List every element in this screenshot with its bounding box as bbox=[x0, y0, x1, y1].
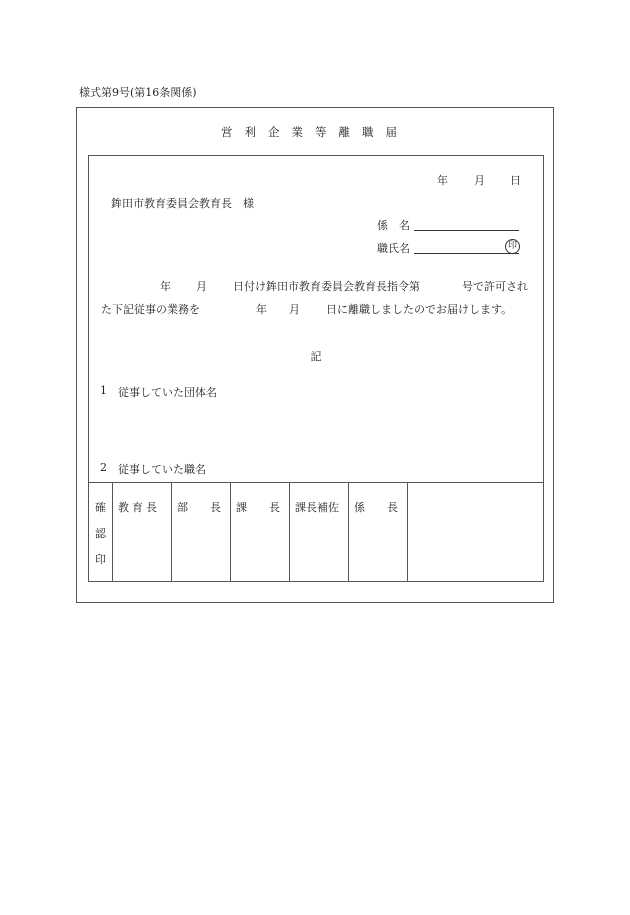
form-title: 営利企業等離職届 bbox=[221, 125, 409, 139]
seal-icon: 印 bbox=[505, 239, 520, 254]
item-number-2: 2 bbox=[100, 461, 107, 474]
stamp-table-divider bbox=[171, 482, 172, 581]
stamp-label-char: 印 bbox=[95, 553, 106, 566]
addressee: 鉾田市教育委員会教育長 様 bbox=[111, 197, 254, 210]
stamp-col-section-chief: 課 長 bbox=[236, 501, 280, 514]
date-month-label: 月 bbox=[474, 174, 485, 187]
stamp-table-divider bbox=[348, 482, 349, 581]
body-text-1: 日付け鉾田市教育委員会教育長指令第 bbox=[233, 280, 420, 293]
stamp-col-assistant-chief: 課長補佐 bbox=[295, 501, 339, 514]
name-field[interactable] bbox=[414, 253, 519, 254]
body-text-2: た下記従事の業務を bbox=[101, 303, 200, 316]
item-number-1: 1 bbox=[100, 384, 107, 397]
stamp-col-unit-chief: 係 長 bbox=[354, 501, 398, 514]
stamp-label-char: 確 bbox=[95, 501, 106, 514]
ki-heading: 記 bbox=[310, 350, 322, 363]
form-number: 様式第9号(第16条関係) bbox=[79, 86, 197, 99]
item-label-2: 従事していた職名 bbox=[118, 463, 206, 476]
stamp-col-superintendent: 教育長 bbox=[118, 501, 160, 514]
body-year-2: 年 bbox=[256, 303, 267, 316]
stamp-col-director: 部 長 bbox=[177, 501, 221, 514]
department-label: 係 名 bbox=[377, 219, 410, 232]
stamp-table-divider bbox=[112, 482, 113, 581]
stamp-table-top-border bbox=[88, 482, 544, 483]
body-month-2: 月 bbox=[289, 303, 300, 316]
body-text-2b: 日に離職しましたのでお届けします。 bbox=[326, 303, 513, 316]
department-field[interactable] bbox=[414, 230, 519, 231]
stamp-table-divider bbox=[407, 482, 408, 581]
item-label-1: 従事していた団体名 bbox=[118, 386, 217, 399]
form-inner-frame bbox=[88, 155, 544, 582]
stamp-table-divider bbox=[289, 482, 290, 581]
body-month-1: 月 bbox=[196, 280, 207, 293]
body-number-suffix: 号で許可され bbox=[462, 280, 528, 293]
body-year-1: 年 bbox=[160, 280, 171, 293]
date-day-label: 日 bbox=[510, 174, 521, 187]
stamp-label-char: 認 bbox=[95, 527, 106, 540]
stamp-table-divider bbox=[230, 482, 231, 581]
name-label: 職氏名 bbox=[377, 242, 410, 255]
date-year-label: 年 bbox=[437, 174, 448, 187]
